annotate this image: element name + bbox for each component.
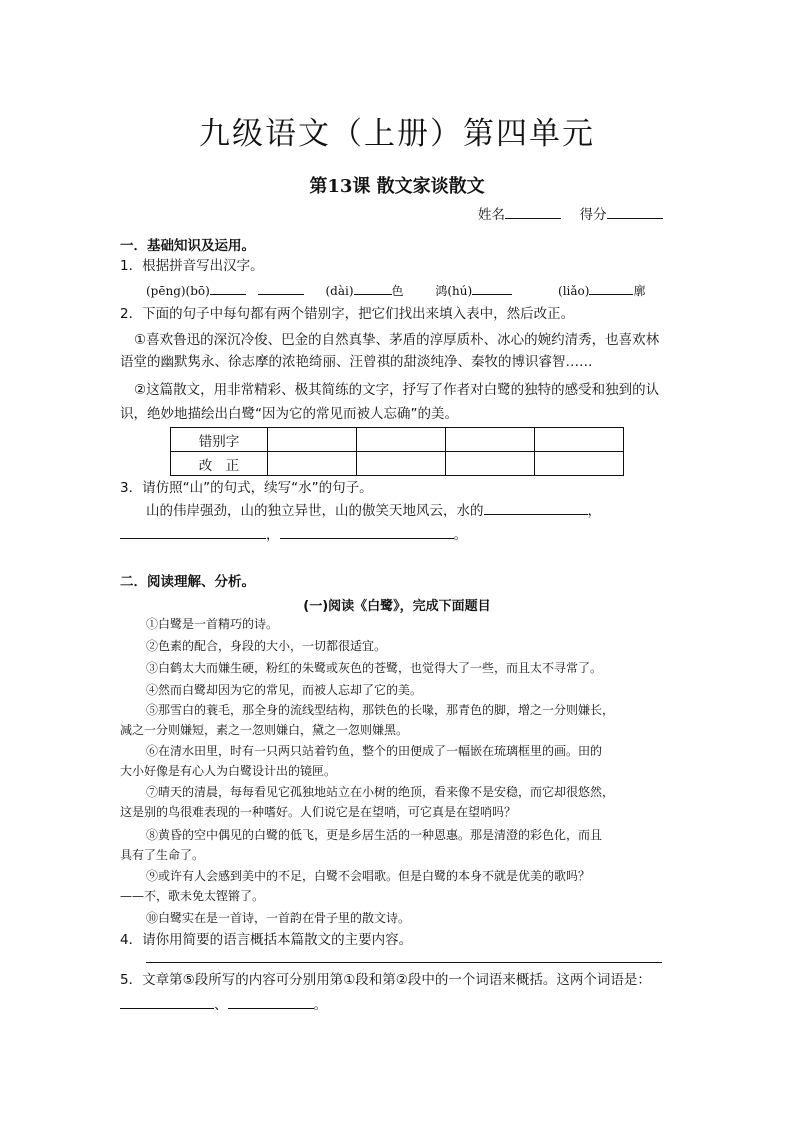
name-blank[interactable]: [505, 204, 561, 219]
q3-blank-1[interactable]: [484, 500, 588, 515]
table-cell[interactable]: [268, 452, 357, 476]
q3-prompt: 3．请仿照“山”的句式，续写“水”的句子。: [120, 480, 373, 496]
table-header-wrong: 错别字: [171, 428, 268, 452]
q1-blank-1[interactable]: [210, 280, 246, 295]
paragraph-8a: ⑧黄昏的空中偶见的白鹭的低飞，更是乡居生活的一种恩惠。那是清澄的彩色化，而且: [146, 828, 603, 842]
q3-period: 。: [453, 527, 467, 543]
paragraph-10: ⑩白鹭实在是一首诗，一首韵在骨子里的散文诗。: [146, 911, 411, 925]
q3-comma-2: ，: [266, 527, 280, 543]
section1-heading: 一．基础知识及运用。: [120, 238, 255, 254]
q1-blank-4[interactable]: [472, 280, 512, 295]
table-row: [171, 452, 624, 476]
table-row: [171, 428, 624, 452]
q5-blank-2[interactable]: [228, 994, 314, 1009]
q4-prompt: 4．请你用简要的语言概括本篇散文的主要内容。: [120, 932, 413, 948]
table-cell[interactable]: [535, 452, 624, 476]
table-cell[interactable]: [268, 428, 357, 452]
paragraph-9a: ⑨或许有人会感到美中的不足，白鹭不会唱歌。但是白鹭的本身不就是优美的歌吗？: [146, 869, 591, 883]
q5-prompt: 5．文章第⑤段所写的内容可分别用第①段和第②段中的一个词语来概括。这两个词语是：: [120, 972, 651, 988]
table-cell[interactable]: [446, 428, 535, 452]
name-label: 姓名: [478, 207, 505, 223]
paragraph-2: ②色素的配合，身段的大小，一切都很适宜。: [146, 639, 387, 653]
score-label: 得分: [579, 207, 607, 223]
paragraph-6b: 大小好像是有心人为白鹭设计出的镜匣。: [120, 764, 337, 778]
q5-blank-1[interactable]: [120, 994, 214, 1009]
paragraph-4: ④然而白鹭却因为它的常见，而被人忘却了它的美。: [146, 683, 423, 697]
q2-sentence-2b: 识，绝妙地描绘出白鹭“因为它的常见而被人忘确”的美。: [120, 406, 458, 422]
table-cell[interactable]: [357, 452, 446, 476]
paragraph-7b: 这是别的鸟很难表现的一种嗜好。人们说它是在望哨，可它真是在望哨吗？: [120, 805, 517, 819]
paragraph-9b: ——不，歌未免太铿锵了。: [120, 889, 265, 903]
correction-table: [170, 427, 624, 476]
q4-answer-line[interactable]: [146, 962, 662, 963]
q3-blank-2[interactable]: [120, 524, 266, 539]
q2-sentence-2a: ②这篇散文，用非常精彩、极其简练的文字，抒写了作者对白鹭的独特的感受和独到的认: [134, 382, 660, 398]
section2-heading: 二．阅读理解、分析。: [120, 574, 255, 590]
name-field: [478, 204, 663, 225]
q1-pinyin-4: (liǎo): [558, 284, 590, 298]
q1-pinyin-row: [146, 280, 645, 301]
paragraph-8b: 具有了生命了。: [120, 848, 205, 862]
paragraph-7a: ⑦晴天的清晨，每每看见它孤独地站立在小树的绝顶，看来像不是安稳，而它却很悠然，: [146, 785, 615, 799]
q2-prompt: 2．下面的句子中每句都有两个错别字，把它们找出来填入表中，然后改正。: [120, 306, 575, 322]
paragraph-3: ③白鹤太大而嫌生硬，粉红的朱鹭或灰色的苍鹭，也觉得大了一些，而且太不寻常了。: [146, 661, 603, 675]
q1-blank-5[interactable]: [589, 280, 633, 295]
table-cell[interactable]: [357, 428, 446, 452]
q1-pinyin-3: 鸿(hú): [435, 284, 473, 298]
q3-text: 山的伟岸强劲，山的独立异世，山的傲笑天地风云，水的: [146, 503, 484, 519]
q2-sentence-1b: 语堂的幽默隽永、徐志摩的浓艳绮丽、汪曾祺的甜淡纯净、秦牧的博识睿智……: [120, 354, 593, 370]
lesson-subtitle: 第13课 散文家谈散文: [309, 176, 485, 197]
paragraph-5a: ⑤那雪白的蓑毛，那全身的流线型结构，那铁色的长喙，那青色的脚，增之一分则嫌长，: [146, 703, 615, 717]
q3-comma-1: ，: [587, 503, 601, 519]
q1-suffix-4: 廓: [633, 284, 646, 298]
table-cell[interactable]: [446, 452, 535, 476]
paragraph-1: ①白鹭是一首精巧的诗。: [146, 617, 279, 631]
page-title: 九级语文（上册）第四单元: [199, 116, 595, 152]
q3-continuation: [120, 524, 467, 545]
table-cell[interactable]: [535, 428, 624, 452]
q5-separator: 、: [214, 997, 228, 1013]
q1-pinyin-2: (dài): [325, 284, 354, 298]
q1-blank-3[interactable]: [354, 280, 392, 295]
paragraph-6a: ⑥在清水田里，时有一只两只站着钓鱼，整个的田便成了一幅嵌在琉璃框里的画。田的: [146, 744, 603, 758]
q3-sentence: [146, 500, 601, 521]
score-blank[interactable]: [607, 204, 663, 219]
reading-title: (一)阅读《白鹭》，完成下面题目: [303, 599, 491, 614]
q5-answer: [120, 994, 327, 1015]
q1-blank-2[interactable]: [258, 280, 304, 295]
q3-blank-3[interactable]: [280, 524, 454, 539]
q5-period: 。: [313, 997, 327, 1013]
table-header-correct: 改 正: [171, 452, 268, 476]
q1-prompt: 1．根据拼音写出汉字。: [120, 258, 264, 274]
q1-suffix-2: 色: [391, 284, 404, 298]
q2-sentence-1a: ①喜欢鲁迅的深沉冷俊、巴金的自然真挚、茅盾的淳厚质朴、冰心的婉约清秀，也喜欢林: [134, 332, 660, 348]
q1-pinyin-1: (pēng)(bō): [146, 284, 210, 298]
paragraph-5b: 减之一分则嫌短，素之一忽则嫌白，黛之一忽则嫌黑。: [120, 723, 409, 737]
